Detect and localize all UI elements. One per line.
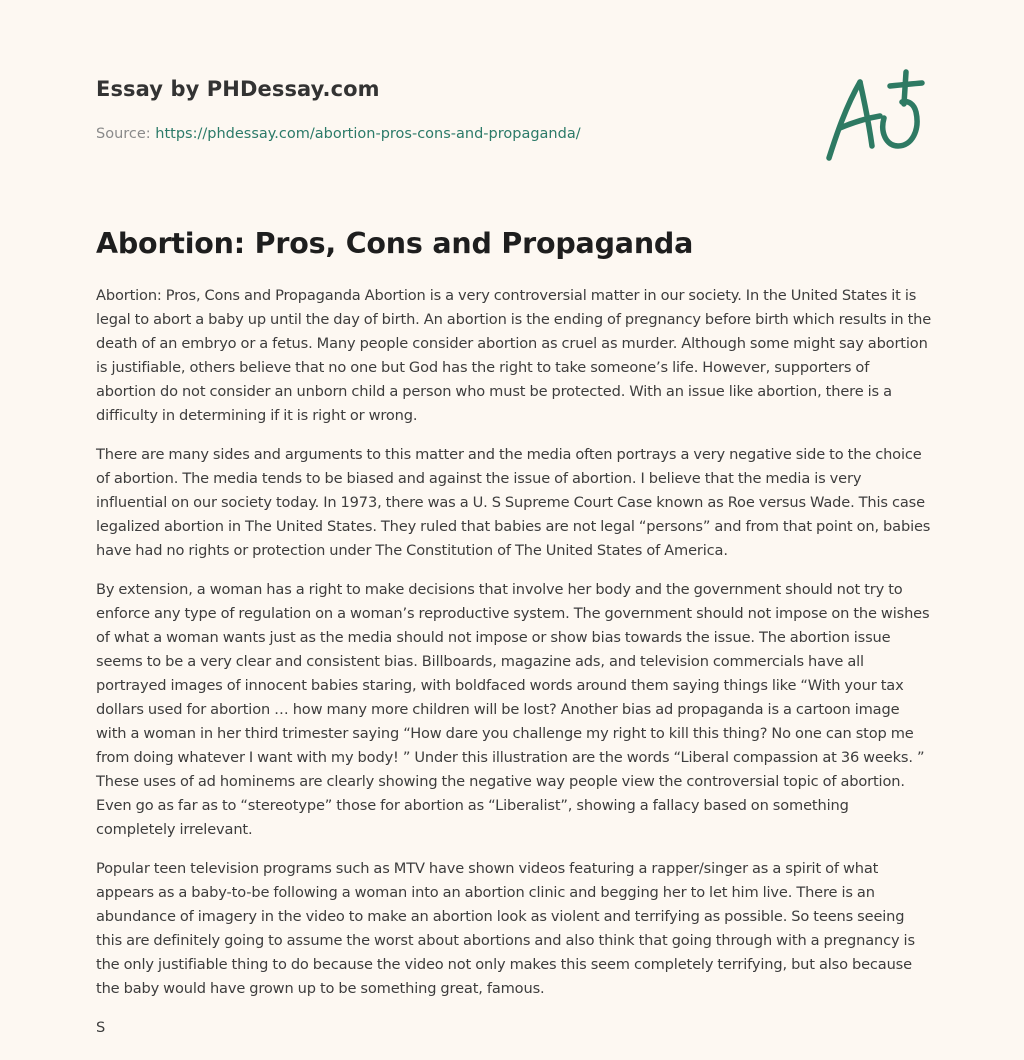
source-label: Source:	[96, 126, 156, 142]
essay-paragraph: Popular teen television programs such as MTV have shown videos featuring a rapper/singer as a spirit of what appears as a baby-to-be following a woman into an abortion clinic and begging her to let him live. There is an abundance of imagery in the video to make an abortion look as violent and terrifying as possible. So teens seeing this are definitely going to assume the worst about abortions and also think that going through with a pregnancy is the only justifiable thing to do because the video not only makes this seem completely terrifying, but also because the baby would have grown up to be something great, famous.	[96, 860, 915, 997]
page-title: Abortion: Pros, Cons and Propaganda	[96, 227, 694, 260]
source-line	[96, 124, 796, 144]
essay-body	[96, 284, 932, 1055]
essay-paragraph: There are many sides and arguments to this matter and the media often portrays a very negative side to the choice of abortion. The media tends to be biased and against the issue of abortion. I believe that the media is very influential on our society today. In 1973, there was a U. S Supreme Court Case known as Roe versus Wade. This case legalized abortion in The United States. They ruled that babies are not legal “persons” and from that point on, babies have had no rights or protection under The Constitution of The United States of America.	[96, 446, 931, 559]
essay-paragraph-fragment: S	[96, 1019, 106, 1036]
source-link[interactable]: https://phdessay.com/abortion-pros-cons-and-propaganda/	[155, 126, 581, 142]
brand-title: Essay by PHDessay.com	[96, 77, 380, 101]
site-header	[96, 74, 796, 144]
essay-paragraph: By extension, a woman has a right to make decisions that involve her body and the government should not try to enforce any type of regulation on a woman’s reproductive system. The government should not impose on the wishes of what a woman wants just as the media should not impose or show bias towards the issue. The abortion issue seems to be a very clear and consistent bias. Billboards, magazine ads, and television commercials have all portrayed images of innocent babies staring, with boldfaced words around them saying things like “With your tax dollars used for abortion … how many more children will be lost? Another bias ad propaganda is a cartoon image with a woman in her third trimester saying “How dare you challenge my right to kill this thing? No one can stop me from doing whatever I want with my body! ” Under this illustration are the words “Liberal compassion at 36 weeks. ” These uses of ad hominems are clearly showing the negative way people view the controversial topic of abortion. Even go as far as to “stereotype” those for abortion as “Liberalist”, showing a fallacy based on something completely irrelevant.	[96, 581, 930, 838]
a-plus-grade-logo-icon	[820, 66, 930, 166]
essay-paragraph: Abortion: Pros, Cons and Propaganda Abortion is a very controversial matter in our society. In the United States it is legal to abort a baby up until the day of birth. An abortion is the ending of pregnancy before birth which results in the death of an embryo or a fetus. Many people consider abortion as cruel as murder. Although some might say abortion is justifiable, others believe that no one but God has the right to take someone’s life. However, supporters of abortion do not consider an unborn child a person who must be protected. With an issue like abortion, there is a difficulty in determining if it is right or wrong.	[96, 287, 932, 424]
